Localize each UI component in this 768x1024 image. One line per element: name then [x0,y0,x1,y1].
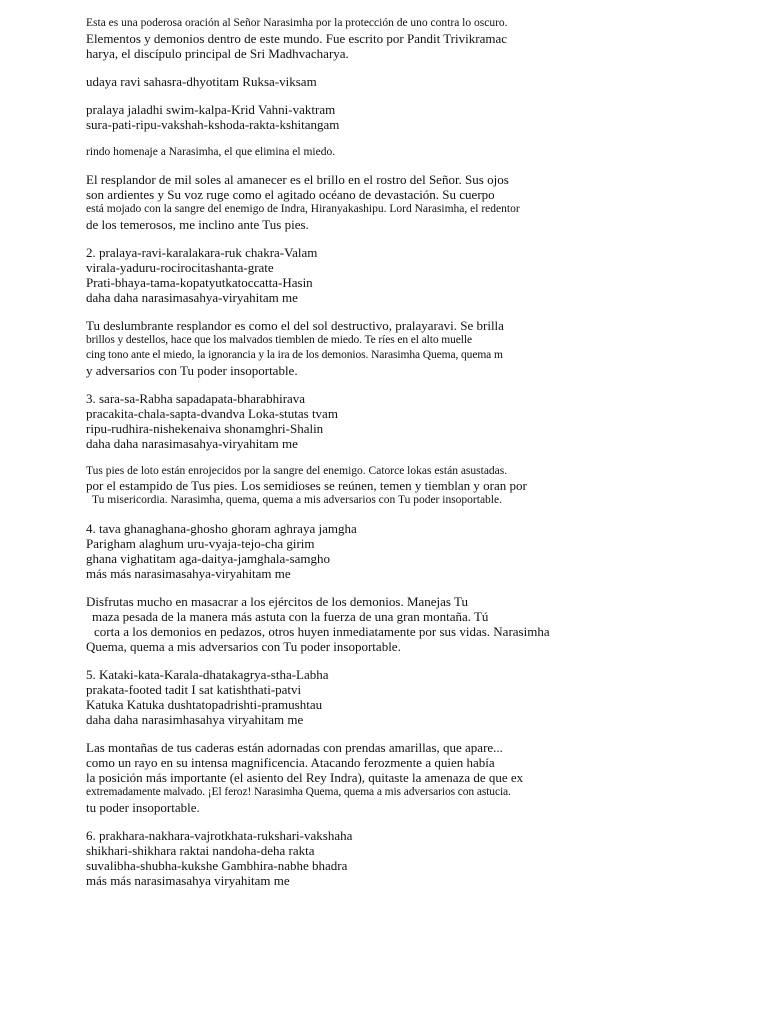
text-line: extremadamente malvado. ¡El feroz! Narasimha Quema, quema a mis adversarios con astucia. [86,785,511,798]
text-line: pracakita-chala-sapta-dvandva Loka-stutas tvam [86,405,338,421]
text-block [86,172,546,232]
text-line: daha daha narasimhasahya viryahitam me [86,711,304,727]
text-block [86,521,546,581]
text-line: harya, el discípulo principal de Sri Madhvacharya. [86,45,349,61]
text-line: Tu deslumbrante resplandor es como el del sol destructivo, pralayaravi. Se brilla [86,317,504,333]
text-block [86,74,546,89]
text-line: cing tono ante el miedo, la ignorancia y la ira de los demonios. Narasimha Quema, quema m [86,348,503,361]
text-block [86,667,546,727]
text-block [86,16,546,61]
text-line: Las montañas de tus caderas están adornadas con prendas amarillas, que apare... [86,739,503,755]
text-block [86,740,546,815]
text-line: prakata-footed tadit I sat katishthati-patvi [86,681,302,697]
text-line: rindo homenaje a Narasimha, el que elimina el miedo. [86,145,336,158]
text-line: más más narasimasahya viryahitam me [86,872,290,888]
text-line: más más narasimasahya-viryahitam me [86,565,291,581]
text-line: la posición más importante (el asiento del Rey Indra), quitaste la amenaza de que ex [86,769,524,785]
text-line: y adversarios con Tu poder insoportable. [86,362,298,378]
text-line: Esta es una poderosa oración al Señor Narasimha por la protección de uno contra lo oscuro. [86,17,508,29]
text-line: 5. Kataki-kata-Karala-dhatakagrya-stha-Labha [86,666,329,682]
text-line: sura-pati-ripu-vakshah-kshoda-rakta-kshitangam [86,116,340,132]
text-line: ghana vighatitam aga-daitya-jamghala-samgho [86,550,331,566]
text-line: 2. pralaya-ravi-karalakara-ruk chakra-Valam [86,244,318,260]
text-line: Parigham alaghum uru-vyaja-tejo-cha girim [86,535,315,551]
text-line: Elementos y demonios dentro de este mundo. Fue escrito por Pandit Trivikramac [86,30,507,46]
document-page [86,16,550,901]
text-line: El resplandor de mil soles al amanecer es el brillo en el rostro del Señor. Sus ojos [86,172,509,187]
text-line: Quema, quema a mis adversarios con Tu poder insoportable. [86,638,401,654]
text-line: como un rayo en su intensa magnificencia. Atacando ferozmente a quien había [86,754,495,770]
text-line: Tus pies de loto están enrojecidos por la sangre del enemigo. Catorce lokas están asustadas. [86,464,508,477]
text-line: virala-yaduru-rocirocitashanta-grate [86,259,274,275]
text-line: daha daha narasimasahya-viryahitam me [86,289,298,305]
text-line: 3. sara-sa-Rabha sapadapata-bharabhirava [86,390,306,406]
text-line: por el estampido de Tus pies. Los semidioses se reúnen, temen y tiemblan y oran por [86,478,527,493]
text-line: está mojado con la sangre del enemigo de Indra, Hiranyakashipu. Lord Narasimha, el redentor [86,203,520,215]
text-line: ripu-rudhira-nishekenaiva shonamghri-Shalin [86,420,324,436]
text-line: Disfrutas mucho en masacrar a los ejércitos de los demonios. Manejas Tu [86,593,468,609]
text-line: corta a los demonios en pedazos, otros huyen inmediatamente por sus vidas. Narasimha [94,623,550,639]
text-block [86,464,546,508]
text-line: tu poder insoportable. [86,799,200,815]
text-line: Tu misericordia. Narasimha, quema, quema a mis adversarios con Tu poder insoportable. [92,494,502,506]
text-line: Katuka Katuka dushtatopadrishti-pramushtau [86,696,323,712]
text-line: pralaya jaladhi swim-kalpa-Krid Vahni-vaktram [86,101,336,117]
text-line: Prati-bhaya-tama-kopatyutkatoccatta-Hasin [86,274,313,290]
text-line: 6. prakhara-nakhara-vajrotkhata-rukshari-vakshaha [86,827,353,843]
text-line: son ardientes y Su voz ruge como el agitado océano de devastación. Su cuerpo [86,187,495,202]
text-block [86,102,546,132]
text-block [86,145,546,160]
text-block [86,318,546,378]
text-line: de los temerosos, me inclino ante Tus pies. [86,216,309,232]
text-line: 4. tava ghanaghana-ghosho ghoram aghraya jamgha [86,520,357,536]
text-line: brillos y destellos, hace que los malvados tiemblen de miedo. Te ríes en el alto muelle [86,333,472,346]
text-block [86,593,550,654]
text-block [86,245,546,305]
text-line: udaya ravi sahasra-dhyotitam Ruksa-viksam [86,73,317,89]
text-block [86,828,546,888]
text-line: shikhari-shikhara raktai nandoha-deha rakta [86,842,315,858]
text-line: maza pesada de la manera más astuta con la fuerza de una gran montaña. Tú [92,608,489,624]
text-line: suvalibha-shubha-kukshe Gambhira-nabhe bhadra [86,857,348,873]
text-line: daha daha narasimasahya-viryahitam me [86,435,298,451]
text-block [86,391,546,451]
